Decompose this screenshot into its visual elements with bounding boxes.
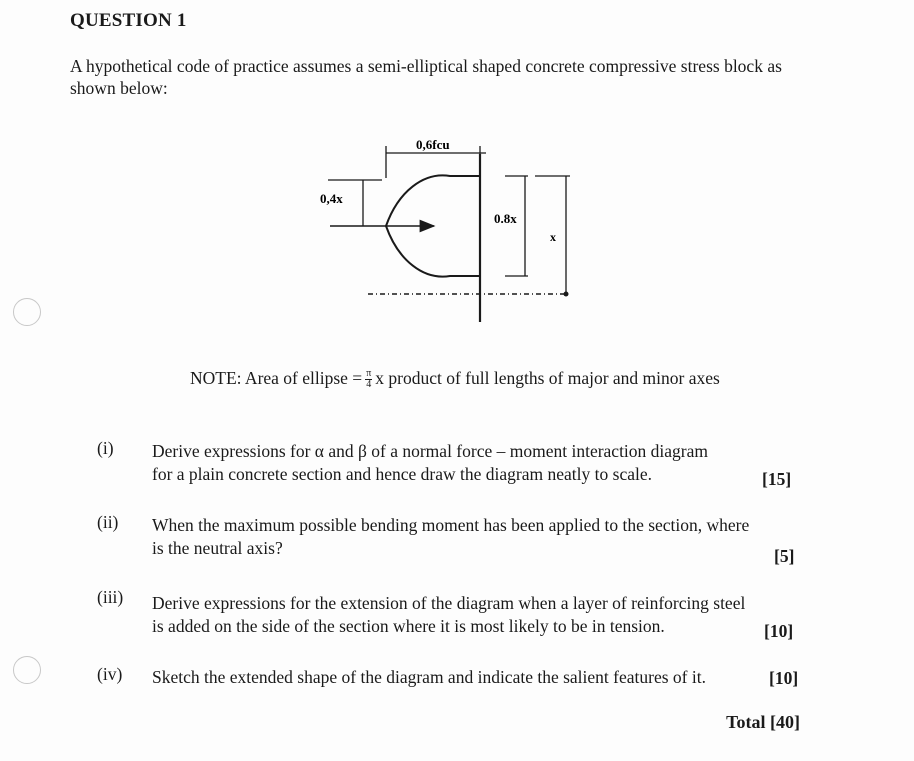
question-mark: [15] (762, 469, 792, 489)
question-text: When the maximum possible bending moment has been applied to the section, where is the neutral axis? (152, 515, 750, 558)
block-depth-label: 0.8x (494, 211, 517, 226)
note-text: NOTE: Area of ellipse = $\frac{\pi}{4}$ x product of full lengths of major and minor axes (190, 368, 720, 391)
question-text: Derive expressions for α and β of a normal force – moment interaction diagram for a plain concrete section and hence draw the diagram neatly to scale. (152, 441, 709, 484)
question-mark: [5] (774, 546, 795, 566)
question-number: (iv) (97, 664, 123, 684)
neutral-axis-depth-label: x (550, 230, 556, 244)
question-number: (i) (97, 438, 114, 458)
question-mark: [10] (769, 668, 799, 688)
question-text: Sketch the extended shape of the diagram and indicate the salient features of it. (152, 667, 706, 687)
intro-paragraph: A hypothetical code of practice assumes a semi-elliptical shaped concrete compressive stress block as shown below: (70, 56, 782, 98)
punch-hole-bottom (13, 656, 41, 684)
width-label: 0,6fcu (416, 137, 450, 152)
question-text: Derive expressions for the extension of the diagram when a layer of reinforcing steel is added on the side of the section where it is most likely to be in tension. (152, 593, 746, 636)
question-number: (ii) (97, 512, 119, 532)
punch-hole-top (13, 298, 41, 326)
question-number: (iii) (97, 587, 124, 607)
left-depth-label: 0,4x (320, 191, 343, 206)
total-marks: Total [40] (726, 712, 800, 732)
pi-over-four-fraction: $\frac{\pi}{4}$ (366, 368, 372, 391)
question-mark: [10] (764, 621, 794, 641)
question-title: QUESTION 1 (70, 10, 187, 31)
stress-block-figure (300, 130, 600, 330)
